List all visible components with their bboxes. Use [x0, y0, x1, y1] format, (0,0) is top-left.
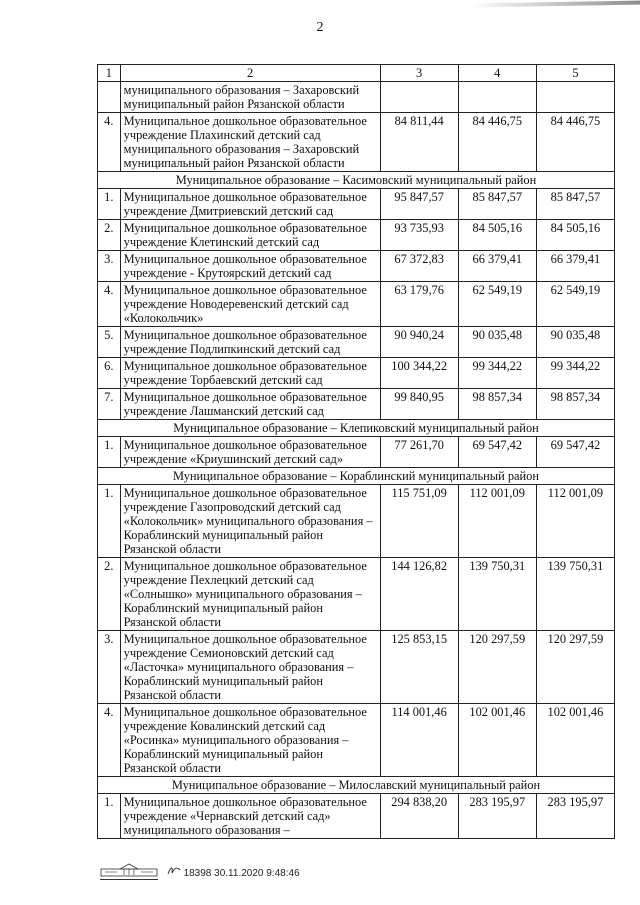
row-name: Муниципальное дошкольное образовательное учреждение Подлипкинский детский сад: [120, 327, 380, 358]
row-value-3: 77 261,70: [380, 437, 458, 468]
row-name: Муниципальное дошкольное образовательное учреждение Плахинский детский сад муниципального образования – Захаровский муниципальный район Рязанской области: [120, 113, 380, 172]
row-name: Муниципальное дошкольное образовательное учреждение Пехлецкий детский сад «Солнышко» муниципального образования – Кораблинский муниципальный район Рязанской области: [120, 558, 380, 631]
table-row: [98, 113, 615, 172]
table-header-row: [98, 65, 615, 82]
page-number: 2: [316, 20, 324, 35]
row-value-4: 90 035,48: [458, 327, 536, 358]
row-name: Муниципальное дошкольное образовательное учреждение Лашманский детский сад: [120, 389, 380, 420]
table-row: [98, 220, 615, 251]
row-number: 6.: [98, 358, 121, 389]
row-name: Муниципальное дошкольное образовательное учреждение Дмитриевский детский сад: [120, 189, 380, 220]
row-name: Муниципальное дошкольное образовательное учреждение Газопроводский детский сад «Колокольчик» муниципального образования – Кораблинский муниципальный район Рязанской области: [120, 485, 380, 558]
document-footer: [100, 864, 300, 880]
row-number: 3.: [98, 251, 121, 282]
row-value-4: 69 547,42: [458, 437, 536, 468]
header-col-1: 1: [98, 65, 121, 82]
table-row: [98, 485, 615, 558]
row-value-5: 99 344,22: [536, 358, 614, 389]
row-number: 1.: [98, 794, 121, 839]
row-number: 2.: [98, 558, 121, 631]
row-name: Муниципальное дошкольное образовательное учреждение Семионовский детский сад «Ласточка» муниципального образования – Кораблинский муниципальный район Рязанской области: [120, 631, 380, 704]
row-value-3: 67 372,83: [380, 251, 458, 282]
row-value-3: 125 853,15: [380, 631, 458, 704]
row-value-5: 139 750,31: [536, 558, 614, 631]
row-number: 1.: [98, 485, 121, 558]
row-value-4: 99 344,22: [458, 358, 536, 389]
row-value-5: 112 001,09: [536, 485, 614, 558]
header-col-5: 5: [536, 65, 614, 82]
row-value-5: 90 035,48: [536, 327, 614, 358]
row-value-3: 294 838,20: [380, 794, 458, 839]
row-value-4: 102 001,46: [458, 704, 536, 777]
row-name: Муниципальное дошкольное образовательное учреждение «Чернавский детский сад» муниципального образования –: [120, 794, 380, 839]
table-row: [98, 358, 615, 389]
registry-stamp-icon: [100, 867, 158, 880]
row-number: 4.: [98, 704, 121, 777]
table-row: [98, 82, 615, 113]
row-value-5: 62 549,19: [536, 282, 614, 327]
row-value-5: 84 446,75: [536, 113, 614, 172]
section-title: Муниципальное образование – Милославский муниципальный район: [98, 777, 615, 794]
row-value-5: 84 505,16: [536, 220, 614, 251]
allocation-table: [97, 64, 615, 839]
header-col-3: 3: [380, 65, 458, 82]
signature-icon: [167, 864, 181, 879]
row-name: Муниципальное дошкольное образовательное учреждение - Крутоярский детский сад: [120, 251, 380, 282]
row-value-5: 102 001,46: [536, 704, 614, 777]
table-row: [98, 794, 615, 839]
row-name: Муниципальное дошкольное образовательное учреждение «Криушинский детский сад»: [120, 437, 380, 468]
table-row: [98, 631, 615, 704]
row-value-3: 63 179,76: [380, 282, 458, 327]
row-value-4: 66 379,41: [458, 251, 536, 282]
row-value-3: 95 847,57: [380, 189, 458, 220]
row-name: Муниципальное дошкольное образовательное учреждение Новодеревенский детский сад «Колокольчик»: [120, 282, 380, 327]
table-row: [98, 251, 615, 282]
row-value-5: 283 195,97: [536, 794, 614, 839]
row-name: Муниципальное дошкольное образовательное учреждение Клетинский детский сад: [120, 220, 380, 251]
row-value-4: 120 297,59: [458, 631, 536, 704]
section-title: Муниципальное образование – Клепиковский муниципальный район: [98, 420, 615, 437]
row-value-3: 115 751,09: [380, 485, 458, 558]
row-value-3: 100 344,22: [380, 358, 458, 389]
row-value-5: 98 857,34: [536, 389, 614, 420]
row-value-5: 66 379,41: [536, 251, 614, 282]
row-number: 2.: [98, 220, 121, 251]
row-value-4: 84 446,75: [458, 113, 536, 172]
row-value-3: 144 126,82: [380, 558, 458, 631]
table-row: [98, 437, 615, 468]
row-value-3: 90 940,24: [380, 327, 458, 358]
table-row: [98, 704, 615, 777]
table-row: [98, 389, 615, 420]
header-col-2: 2: [120, 65, 380, 82]
document-id: 18398: [183, 868, 212, 879]
row-value-5: 120 297,59: [536, 631, 614, 704]
row-value-3: 99 840,95: [380, 389, 458, 420]
row-number: 4.: [98, 282, 121, 327]
row-name: муниципального образования – Захаровский муниципальный район Рязанской области: [120, 82, 380, 113]
section-row: [98, 172, 615, 189]
document-timestamp: 30.11.2020 9:48:46: [214, 868, 300, 879]
row-value-4: 112 001,09: [458, 485, 536, 558]
section-title: Муниципальное образование – Касимовский муниципальный район: [98, 172, 615, 189]
row-number: 7.: [98, 389, 121, 420]
section-row: [98, 468, 615, 485]
row-value-4: 62 549,19: [458, 282, 536, 327]
row-value-5: 85 847,57: [536, 189, 614, 220]
section-row: [98, 420, 615, 437]
row-value-4: 84 505,16: [458, 220, 536, 251]
row-value-3: 84 811,44: [380, 113, 458, 172]
row-number: 4.: [98, 113, 121, 172]
row-value-3: 114 001,46: [380, 704, 458, 777]
table-row: [98, 189, 615, 220]
section-title: Муниципальное образование – Кораблинский муниципальный район: [98, 468, 615, 485]
row-value-4: 85 847,57: [458, 189, 536, 220]
scan-artifact: [470, 1, 640, 8]
row-number: 5.: [98, 327, 121, 358]
row-number: 1.: [98, 189, 121, 220]
row-value-4: 139 750,31: [458, 558, 536, 631]
row-number: 1.: [98, 437, 121, 468]
row-number: 3.: [98, 631, 121, 704]
row-name: Муниципальное дошкольное образовательное учреждение Ковалинский детский сад «Росинка» муниципального образования – Кораблинский муниципальный район Рязанской области: [120, 704, 380, 777]
section-row: [98, 777, 615, 794]
table-row: [98, 282, 615, 327]
header-col-4: 4: [458, 65, 536, 82]
row-name: Муниципальное дошкольное образовательное учреждение Торбаевский детский сад: [120, 358, 380, 389]
row-value-4: 283 195,97: [458, 794, 536, 839]
row-value-4: 98 857,34: [458, 389, 536, 420]
table-row: [98, 558, 615, 631]
table-row: [98, 327, 615, 358]
row-value-3: 93 735,93: [380, 220, 458, 251]
row-value-5: 69 547,42: [536, 437, 614, 468]
